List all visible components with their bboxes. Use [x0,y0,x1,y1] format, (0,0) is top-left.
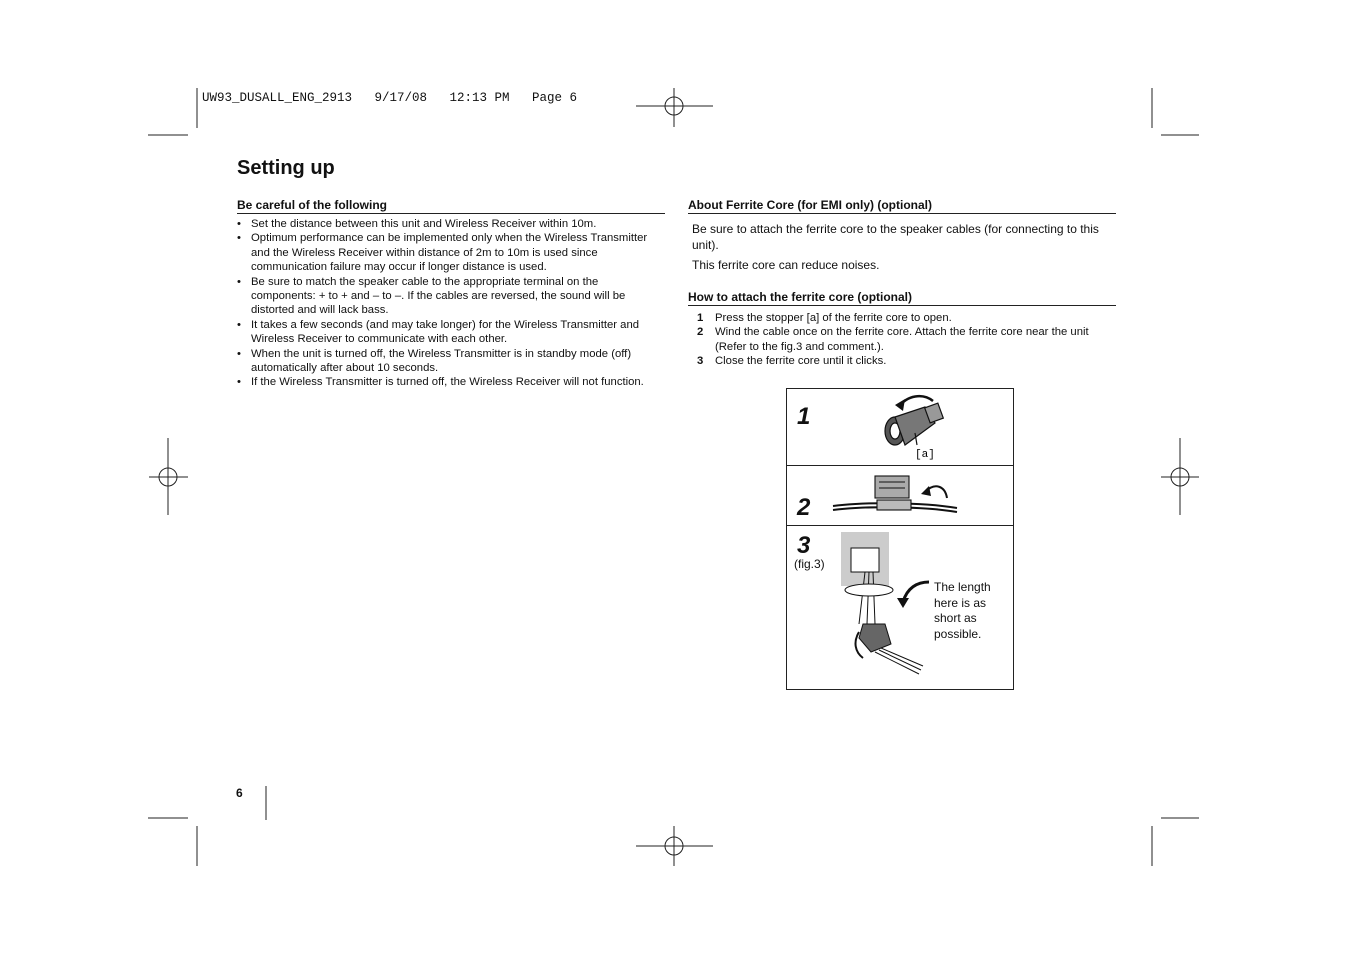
figure-step-1 [787,389,1013,466]
attach-section [688,290,1116,369]
ferrite-paragraph: Be sure to attach the ferrite core to the speaker cables (for connecting to this unit). [692,222,1099,252]
step-number: 2 [797,494,811,521]
figure-caption: (fig.3) [794,557,825,571]
arrow-icon [897,578,933,608]
list-item: • Set the distance between this unit and Wireless Receiver within 10m. [237,218,597,230]
attach-steps [688,311,1116,369]
section-heading: How to attach the ferrite core (optional) [688,290,1116,306]
print-slug: UW93_DUSALL_ENG_2913 9/17/08 12:13 PM Page 6 [202,91,578,105]
list-item: • If the Wireless Transmitter is turned off, the Wireless Receiver will not function. [237,376,644,389]
figure-note: The length here is as short as possible. [934,580,991,641]
ferrite-section [688,198,1116,273]
ferrite-cable-wind-illustration [831,470,961,522]
section-heading: Be careful of the following [237,198,665,214]
step-number: 3 [797,532,811,559]
list-item: • When the unit is turned off, the Wireless Transmitter is in standby mode (off) automatically after about 10 seconds. [237,347,632,375]
ferrite-figure [786,388,1014,690]
figure-step-3 [787,526,1013,689]
left-section [237,198,665,390]
figure-step-2 [787,466,1013,526]
caution-list [237,217,665,390]
list-item: • It takes a few seconds (and may take longer) for the Wireless Transmitter and Wireless Receiver to communicate with each other. [237,318,640,346]
step-number: 1 [797,403,811,430]
page-number: 6 [236,786,243,800]
list-item: • Optimum performance can be implemented only when the Wireless Transmitter and the Wireless Receiver within distance of 2m to 10m is used since communication failure may occur if longer distance is used. [237,232,648,274]
section-heading: About Ferrite Core (for EMI only) (optional) [688,198,1116,214]
step-item: 1 Press the stopper [a] of the ferrite core to open. [697,312,952,324]
ferrite-attached-illustration [841,532,941,684]
stopper-label: [a] [915,449,935,461]
ferrite-core-open-illustration [877,393,967,463]
list-item: • Be sure to match the speaker cable to the appropriate terminal on the components: + to + and – to –. If the cables are reversed, the sound will be distorted and will lack bass. [237,275,626,317]
step-item: 2 Wind the cable once on the ferrite core. Attach the ferrite core near the unit (Refer to the fig.3 and comment.). [697,326,1089,353]
page-title: Setting up [237,157,335,179]
step-item: 3 Close the ferrite core until it clicks. [697,355,887,368]
ferrite-paragraph: This ferrite core can reduce noises. [692,258,880,272]
